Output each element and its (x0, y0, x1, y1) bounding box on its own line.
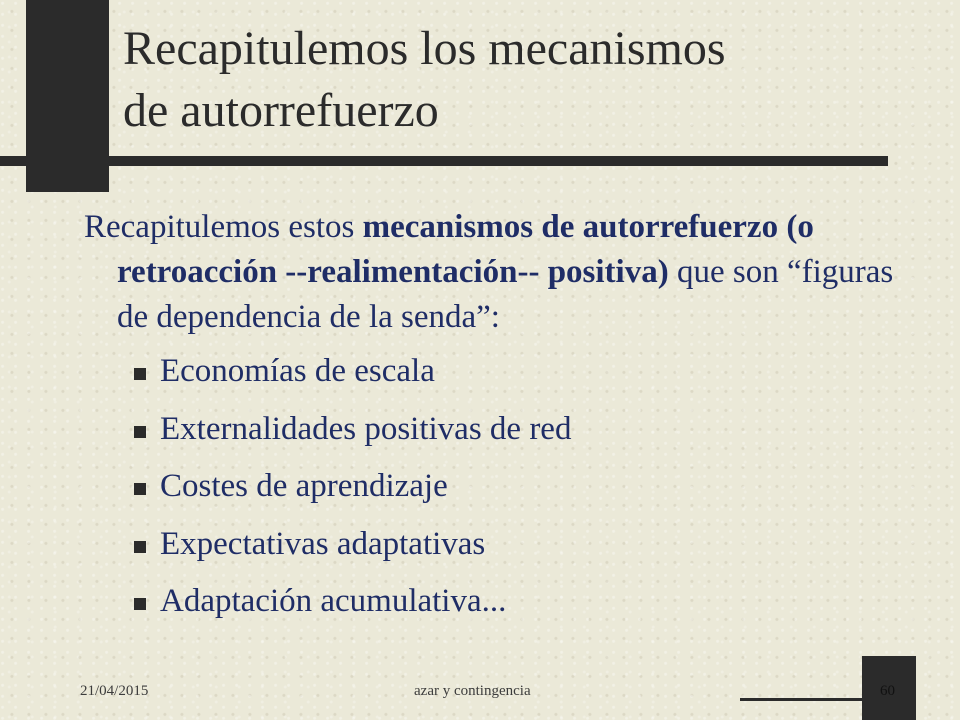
square-bullet-icon (134, 426, 146, 438)
list-item (132, 521, 904, 567)
intro-paragraph (84, 205, 904, 340)
list-item-text: Costes de aprendizaje (160, 468, 448, 504)
footer-date: 21/04/2015 (80, 683, 149, 699)
bullet-list (84, 348, 904, 624)
intro-text-bold: mecanismos de autorrefuerzo (o retroacción --realimentación-- positiva) (117, 209, 814, 290)
slide-title-line-1: Recapitulemos los mecanismos (123, 22, 726, 75)
list-item-text: Economías de escala (160, 353, 435, 389)
list-item (132, 463, 904, 509)
title-underline-bar (0, 156, 888, 166)
list-item-text: Externalidades positivas de red (160, 410, 572, 447)
list-item (132, 578, 904, 624)
intro-text-start: Recapitulemos estos (84, 209, 363, 245)
list-item-text: Adaptación acumulativa... (160, 583, 507, 619)
slide-title-line-2: de autorrefuerzo (123, 84, 439, 137)
slide-body (84, 205, 904, 636)
square-bullet-icon (134, 483, 146, 495)
footer-center-text: azar y contingencia (414, 683, 531, 699)
list-item (132, 406, 904, 452)
footer-line (740, 698, 862, 701)
square-bullet-icon (134, 541, 146, 553)
slide-title (123, 18, 923, 142)
list-item-text: Expectativas adaptativas (160, 525, 486, 562)
list-item (132, 348, 904, 394)
page-number: 60 (880, 683, 895, 699)
square-bullet-icon (134, 598, 146, 610)
square-bullet-icon (134, 368, 146, 380)
intro-text-end: que son “figuras de dependencia de la senda”: (117, 254, 894, 335)
